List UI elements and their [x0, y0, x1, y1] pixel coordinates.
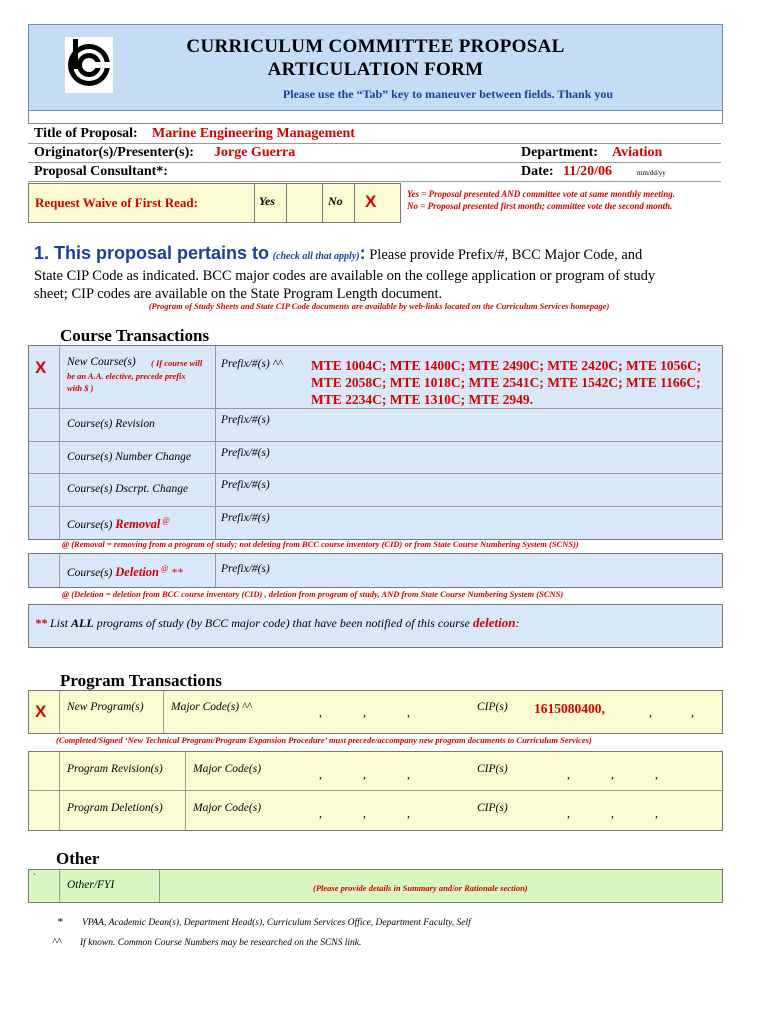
notified-programs-field[interactable]: [28, 604, 723, 648]
course-transactions-title: Course Transactions: [60, 326, 210, 345]
separator-bar: [28, 109, 723, 124]
no-checked-mark: X: [365, 192, 377, 211]
no-label-cell: [322, 184, 355, 222]
course-revision-label: Course(s) Revision: [67, 418, 155, 430]
separator: ,: [611, 767, 614, 781]
new-course-checked-mark[interactable]: X: [35, 358, 47, 377]
footnote-caret-text: If known. Common Course Numbers may be researched on the SCNS link.: [80, 938, 362, 948]
course-deletion-prefix-label: Prefix/#(s): [221, 563, 270, 575]
separator: ,: [407, 806, 410, 820]
deletion-note: @ (Deletion = deletion from BCC course inventory (CID) , deletion from program of study, AND from State Course Numbering System (SCNS): [62, 589, 564, 599]
section-1-note: (Program of Study Sheets and State CIP Code documents are available by web-links located on the Curriculum Services homepage): [148, 301, 610, 311]
major-code-separator: ,: [407, 705, 410, 719]
title-of-proposal-field[interactable]: Marine Engineering Management: [152, 126, 355, 141]
program-deletion-major-label: Major Code(s): [193, 802, 262, 814]
course-number-change-prefix-label: Prefix/#(s): [221, 447, 270, 459]
program-deletion-cip-label: CIP(s): [477, 802, 508, 814]
separator: ,: [407, 767, 410, 781]
course-removal-row[interactable]: [29, 506, 722, 539]
no-label: No: [328, 194, 343, 208]
waive-note: [407, 188, 727, 212]
title-line-1: CURRICULUM COMMITTEE PROPOSAL: [186, 36, 565, 57]
title-of-proposal-label: Title of Proposal:: [34, 126, 138, 141]
form-subtitle: Please use the “Tab” key to maneuver between fields. Thank you: [282, 87, 614, 101]
section-1-intro: [34, 244, 734, 304]
program-deletion-label: Program Deletion(s): [67, 802, 163, 814]
new-course-hint-3: with $ ): [67, 383, 94, 393]
course-list-line-3: MTE 2234C; MTE 1310C; MTE 2949.: [311, 392, 533, 407]
new-course-label: New Course(s): [67, 356, 136, 368]
program-revision-row[interactable]: [29, 752, 722, 790]
course-deletion-label: Course(s) Deletion @ **: [67, 564, 183, 579]
waive-label: Request Waive of First Read:: [35, 195, 198, 210]
originator-label: Originator(s)/Presenter(s):: [34, 145, 194, 160]
separator: ,: [363, 806, 366, 820]
program-revision-major-label: Major Code(s): [193, 763, 262, 775]
other-fyi-label: Other/FYI: [67, 879, 115, 891]
course-revision-row[interactable]: [29, 408, 722, 441]
title-line-2: ARTICULATION FORM: [267, 59, 484, 80]
notified-programs-label: ** List ALL programs of study (by BCC major code) that have been notified of this course deletion:: [35, 615, 520, 630]
course-removal-prefix-label: Prefix/#(s): [221, 512, 270, 524]
major-code-separator: ,: [363, 705, 366, 719]
yes-label: Yes: [259, 194, 275, 208]
major-code-separator: ,: [319, 705, 322, 719]
originator-field[interactable]: Jorge Guerra: [214, 145, 296, 160]
date-field[interactable]: 11/20/06: [563, 164, 613, 179]
yes-checkbox[interactable]: [286, 184, 323, 222]
course-transactions-table: [28, 345, 723, 540]
other-tick: `: [33, 872, 36, 882]
footnote-caret-symbol: ^^: [52, 936, 62, 948]
separator: ,: [319, 806, 322, 820]
course-revision-prefix-label: Prefix/#(s): [221, 414, 270, 426]
program-revision-deletion-table: [28, 751, 723, 831]
section-1-text-1: Please provide Prefix/#, BCC Major Code, and: [365, 247, 643, 263]
removal-note: @ (Removal = removing from a program of study; not deleting from BCC course inventory (CID) or from State Course Numbering System (SCNS)): [62, 539, 579, 549]
new-program-cip-label: CIP(s): [477, 701, 508, 713]
new-course-prefix-label: Prefix/#(s) ^^: [221, 358, 283, 370]
course-description-change-row[interactable]: [29, 473, 722, 506]
date-format-hint: mm/dd/yy: [637, 169, 666, 177]
course-removal-label: Course(s) Removal @: [67, 516, 170, 531]
consultant-row: [28, 163, 721, 182]
separator: ,: [319, 767, 322, 781]
consultant-label: Proposal Consultant*:: [34, 164, 168, 179]
other-title: Other: [56, 849, 100, 868]
separator: ,: [655, 767, 658, 781]
course-number-change-label: Course(s) Number Change: [67, 451, 191, 463]
new-program-label: New Program(s): [67, 701, 144, 713]
new-program-row[interactable]: [28, 690, 723, 734]
separator: ,: [567, 767, 570, 781]
section-1-heading: 1. This proposal pertains to: [34, 243, 270, 263]
program-transactions-title: Program Transactions: [60, 671, 222, 690]
section-1-text-3: sheet; CIP codes are available on the State Program Length document.: [34, 286, 443, 302]
separator: ,: [655, 806, 658, 820]
new-program-checked-mark[interactable]: X: [35, 702, 47, 721]
course-list-line-2: MTE 2058C; MTE 1018C; MTE 2541C; MTE 1542C; MTE 1166C;: [311, 375, 701, 390]
course-list-line-1: MTE 1004C; MTE 1400C; MTE 2490C; MTE 2420C; MTE 1056C;: [311, 358, 702, 373]
department-field[interactable]: Aviation: [612, 145, 663, 160]
course-description-change-label: Course(s) Dscrpt. Change: [67, 483, 189, 495]
date-label: Date:: [521, 164, 554, 179]
waive-note-no: No = Proposal presented first month; committee vote the second month.: [407, 201, 673, 211]
new-program-major-label: Major Code(s) ^^: [171, 701, 252, 713]
other-fyi-note: (Please provide details in Summary and/or Rationale section): [313, 883, 528, 893]
yes-label-cell: [254, 184, 287, 222]
new-course-hint-2: be an A.A. elective, precede prefix: [67, 371, 186, 381]
waive-first-read-box: [28, 183, 401, 223]
title-row: [28, 125, 721, 144]
cip-separator: ,: [649, 705, 652, 719]
separator: ,: [611, 806, 614, 820]
check-all-note: (check all that apply): [272, 251, 360, 262]
course-description-change-prefix-label: Prefix/#(s): [221, 479, 270, 491]
heading-colon: :: [359, 243, 366, 263]
new-course-prefix-field[interactable]: [311, 357, 701, 408]
other-fyi-row[interactable]: [28, 869, 723, 903]
new-course-hint-1: ( If course will: [151, 358, 203, 368]
department-label: Department:: [521, 145, 598, 160]
new-program-note: (Completed/Signed ‘New Technical Program/Program Expansion Procedure’ must precede/accompany new program documents to Curriculum Services): [56, 735, 592, 745]
footnote-star-text: VPAA, Academic Dean(s), Department Head(s), Curriculum Services Office, Department Faculty, Self: [82, 918, 471, 928]
form-header: [28, 24, 723, 111]
program-deletion-row[interactable]: [29, 791, 722, 829]
waive-note-yes: Yes = Proposal presented AND committee vote at same monthly meeting.: [407, 189, 676, 199]
separator: ,: [567, 806, 570, 820]
cip-separator: ,: [691, 705, 694, 719]
separator: ,: [363, 767, 366, 781]
course-number-change-row[interactable]: [29, 441, 722, 474]
no-checkbox[interactable]: [354, 184, 401, 222]
course-deletion-row[interactable]: [28, 553, 723, 588]
footnote-star-symbol: *: [57, 916, 63, 928]
section-1-text-2: State CIP Code as indicated. BCC major codes are available on the college application or program of study: [34, 267, 656, 284]
program-revision-cip-label: CIP(s): [477, 763, 508, 775]
new-program-cip-field[interactable]: 1615080400,: [534, 701, 605, 716]
program-revision-label: Program Revision(s): [67, 763, 163, 775]
originator-row: [28, 144, 721, 163]
form-title: [29, 35, 722, 81]
